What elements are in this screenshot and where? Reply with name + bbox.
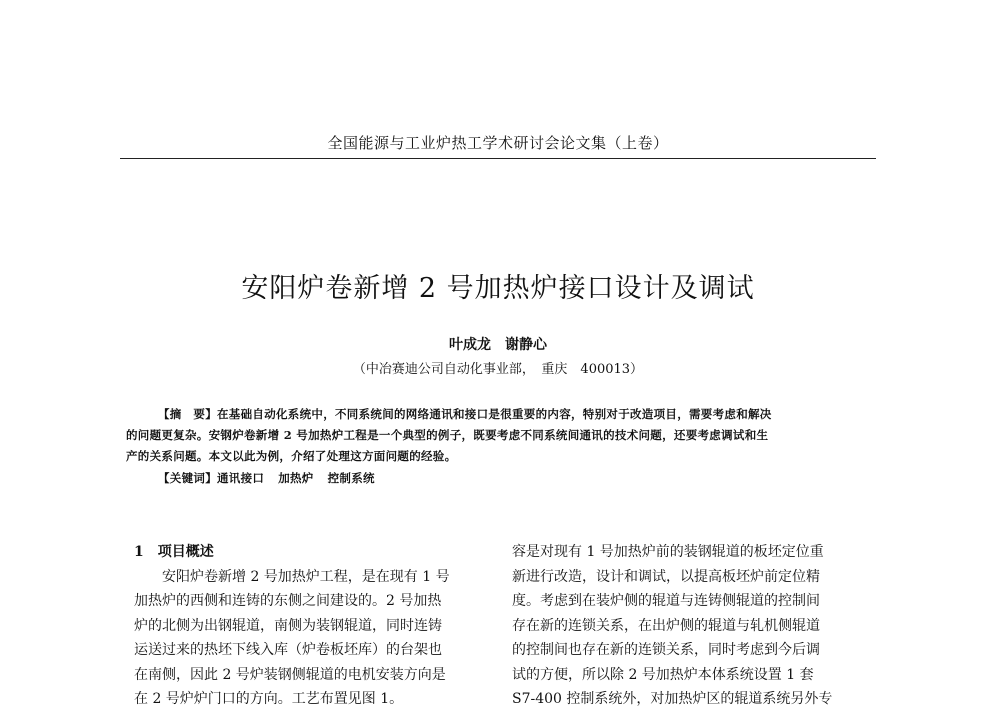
abstract-line-1	[126, 404, 876, 425]
body-line: 新进行改造，设计和调试，以提高板坯炉前定位精	[512, 568, 820, 585]
abstract-label: 【摘 要】	[158, 407, 217, 421]
body-line: 在南侧，因此 2 号炉装钢侧辊道的电机安装方向是	[134, 666, 446, 683]
body-line: 在 2 号炉炉门口的方向。工艺布置见图 1。	[134, 691, 404, 707]
paper-affiliation: （中冶赛迪公司自动化事业部， 重庆 400013）	[352, 362, 644, 377]
body-line: 存在新的连锁关系，在出炉侧的辊道与轧机侧辊道	[512, 617, 820, 634]
body-line: S7-400 控制系统外，对加热炉区的辊道系统另外专	[512, 691, 833, 707]
abstract-line-3: 产的关系问题。本文以此为例，介绍了处理这方面问题的经验。	[126, 449, 457, 463]
keywords-label: 【关键词】	[158, 471, 217, 485]
section-heading: 1 项目概述	[134, 544, 214, 560]
body-line: 加热炉的西侧和连铸的东侧之间建设的。2 号加热	[134, 593, 442, 609]
keyword-item: 控制系统	[327, 471, 375, 485]
keyword-item: 通讯接口	[217, 471, 265, 485]
abstract	[126, 404, 876, 467]
paper-title: 安阳炉卷新增 2 号加热炉接口设计及调试	[241, 273, 755, 304]
body-line: 安阳炉卷新增 2 号加热炉工程，是在现有 1 号	[162, 568, 450, 585]
paper-authors: 叶成龙 谢静心	[449, 337, 547, 353]
body-column-right	[512, 540, 858, 712]
proceedings-header: 全国能源与工业炉热工学术研讨会论文集（上卷）	[327, 134, 669, 152]
body-line: 度。考虑到在装炉侧的辊道与连铸侧辊道的控制间	[512, 593, 820, 609]
body-line: 试的方便，所以除 2 号加热炉本体系统设置 1 套	[512, 666, 814, 683]
keywords	[158, 470, 389, 486]
header-rule	[120, 158, 876, 159]
abstract-text: 在基础自动化系统中，不同系统间的网络通讯和接口是很重要的内容，特别对于改造项目，需要考虑和解决	[217, 407, 772, 421]
keyword-item: 加热炉	[278, 471, 314, 485]
body-line: 的控制间也存在新的连锁关系，同时考虑到今后调	[512, 642, 820, 658]
body-line: 炉的北侧为出钢辊道，南侧为装钢辊道，同时连铸	[134, 617, 442, 634]
abstract-line-2: 的问题更复杂。安钢炉卷新增 2 号加热炉工程是一个典型的例子，既要考虑不同系统间通讯的技术问题，还要考虑调试和生	[126, 428, 769, 442]
body-column-left	[134, 540, 480, 712]
body-line: 运送过来的热坯下线入库（炉卷板坯库）的台架也	[134, 642, 442, 658]
body-line: 容是对现有 1 号加热炉前的装钢辊道的板坯定位重	[512, 544, 824, 560]
